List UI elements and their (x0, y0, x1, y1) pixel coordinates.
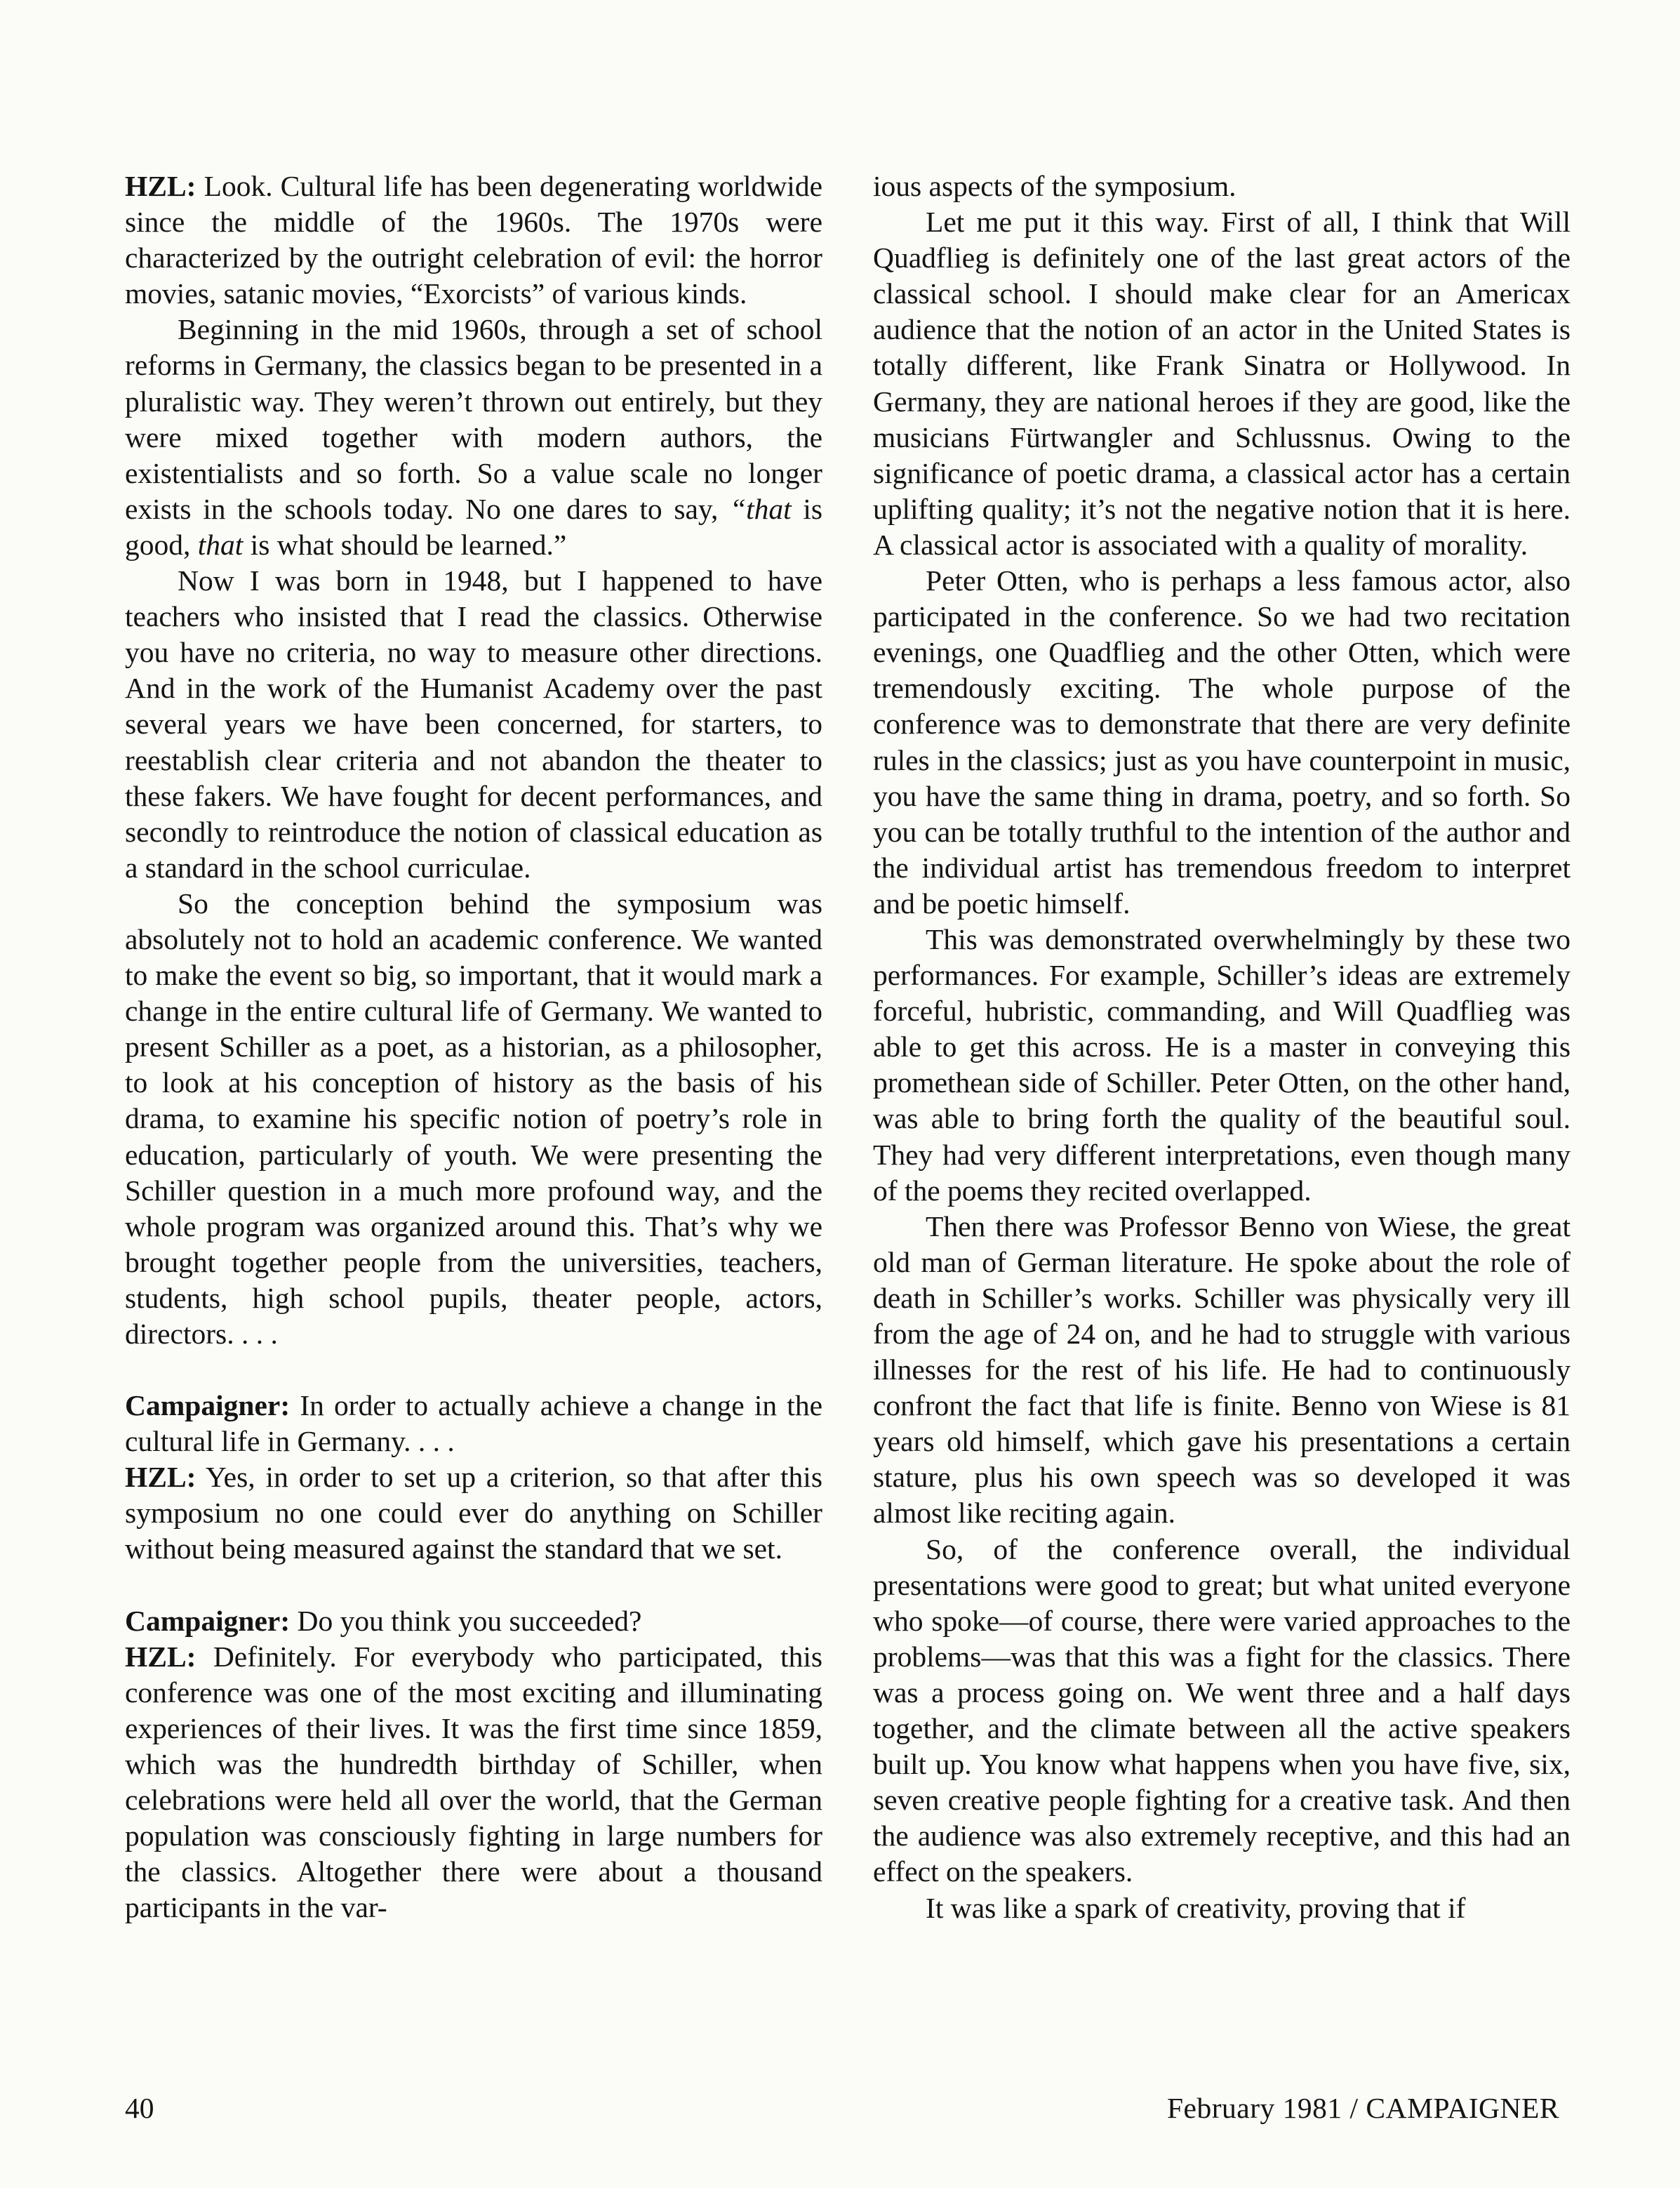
hzl-answer-definitely (125, 1639, 822, 1926)
paragraph-performances: This was demonstrated overwhelmingly by these two performances. For example, Schiller’s ideas are extremely forceful, hubristic, commanding, and Will Quadflieg was able to get this across. He is a master in conveying this promethean side of Schiller. Peter Otten, on the other hand, was able to bring forth the quality of the beautiful soul. They had very different interpretations, even though many of the poems they recited overlapped. (873, 922, 1571, 1207)
emphasis-that: that (197, 528, 244, 561)
campaigner-question-change (125, 1388, 822, 1459)
answer-text: Yes, in order to set up a criterion, so that after this symposium no one could ever do anything on Schiller without being measured against the standard that we set. (125, 1461, 822, 1565)
speaker-label: Campaigner: (125, 1604, 291, 1637)
speaker-label: HZL: (125, 1461, 196, 1494)
hzl-answer-criterion (125, 1459, 822, 1567)
answer-text: Look. Cultural life has been degenerating worldwide since the middle of the 1960s. The 1970s were characterized by the outright celebration of evil: the horror movies, satanic movies, “Exorcists” of various kinds. (125, 170, 823, 310)
paragraph-humanist-academy: Now I was born in 1948, but I happened to have teachers who insisted that I read the classics. Otherwise you have no criteria, no way to measure other directions. And in the work of the Humanist Academy over the past several years we have been concerned, for starters, to reestablish clear criteria and not abandon the theater to these fakers. We have fought for decent performances, and secondly to reintroduce the notion of classical education as a standard in the school curriculae. (125, 564, 822, 884)
hzl-answer-cultural-life (125, 168, 822, 312)
right-column (873, 168, 1571, 1926)
left-column (125, 168, 822, 1925)
speaker-label: Campaigner: (125, 1389, 291, 1422)
paragraph-symposium-conception: So the conception behind the symposium was absolutely not to hold an academic conference. We wanted to make the event so big, so important, that it would mark a change in the entire cultural life of Germany. We wanted to present Schiller as a poet, as a historian, as a philosopher, to look at his conception of history as the basis of his drama, to examine his specific notion of poetry’s role in education, particularly of youth. We were presenting the Schiller question in a much more profound way, and the whole program was organized around this. That’s why we brought together people from the universities, teachers, students, high school pupils, theater people, actors, directors. . . . (125, 887, 822, 1350)
paragraph-school-reforms: Beginning in the mid 1960s, through a set of school reforms in Germany, the classics began to be presented in a pluralistic way. They weren’t thrown out entirely, but they were mixed together with modern authors, the existentialists and so forth. So a value scale no longer exists in the schools today. No one dares to say, “that is good, that is what should be learned.” (125, 313, 823, 561)
speaker-label: HZL: (125, 170, 196, 202)
page-number: 40 (125, 2092, 154, 2124)
emphasis-that: “that (730, 492, 792, 525)
question-text: In order to actually achieve a change in the cultural life in Germany. . . . (125, 1389, 822, 1458)
paragraph-continuation: ious aspects of the symposium. (873, 170, 1236, 202)
campaigner-question-succeeded (125, 1603, 822, 1639)
running-footer: February 1981 / CAMPAIGNER (1166, 2092, 1559, 2124)
paragraph-quadflieg: Let me put it this way. First of all, I think that Will Quadflieg is definitely one of the last great actors of the classical school. I should make clear for an Americax audience that the notion of an actor in the United States is totally different, like Frank Sinatra or Hollywood. In Germany, they are national heroes if they are good, like the musicians Fürtwangler and Schlussnus. Owing to the significance of poetic drama, a classical actor has a certain uplifting quality; it’s not the negative notion that it is here. A classical actor is associated with a quality of morality. (873, 206, 1571, 561)
paragraph-von-wiese: Then there was Professor Benno von Wiese, the great old man of German literature. He spoke about the role of death in Schiller’s works. Schiller was physically very ill from the age of 24 on, and he had to struggle with various illnesses for the rest of his life. He had to continuously confront the fact that life is finite. Benno von Wiese is 81 years old himself, which gave his presentations a certain stature, plus his own speech was so developed it was almost like reciting again. (873, 1209, 1571, 1530)
paragraph-otten: Peter Otten, who is perhaps a less famous actor, also participated in the conference. So we had two recitation evenings, one Quadflieg and the other Otten, which were tremendously exciting. The whole purpose of the conference was to demonstrate that there are very definite rules in the classics; just as you have counterpoint in music, you have the same thing in drama, poetry, and so forth. So you can be totally truthful to the intention of the author and the individual artist has tremendous freedom to interpret and be poetic himself. (873, 564, 1571, 920)
speaker-label: HZL: (125, 1640, 196, 1673)
paragraph-spark: It was like a spark of creativity, proving that if (926, 1891, 1466, 1924)
paragraph-conference-overall: So, of the conference overall, the individual presentations were good to great; but what united everyone who spoke—of course, there were varied approaches to the problems—was that this was a fight for the classics. There was a process going on. We went three and a half days together, and the climate between all the active speakers built up. You know what happens when you have five, six, seven creative people fighting for a creative task. And then the audience was also extremely receptive, and this had an effect on the speakers. (873, 1532, 1571, 1888)
question-text: Do you think you succeeded? (297, 1604, 642, 1637)
answer-text: Definitely. For everybody who participated, this conference was one of the most exciting and illuminating experiences of their lives. It was the first time since 1859, which was the hundredth birthday of Schiller, when celebrations were held all over the world, that the German population was consciously fighting in large numbers for the classics. Altogether there were about a thousand participants in the var- (125, 1640, 822, 1924)
